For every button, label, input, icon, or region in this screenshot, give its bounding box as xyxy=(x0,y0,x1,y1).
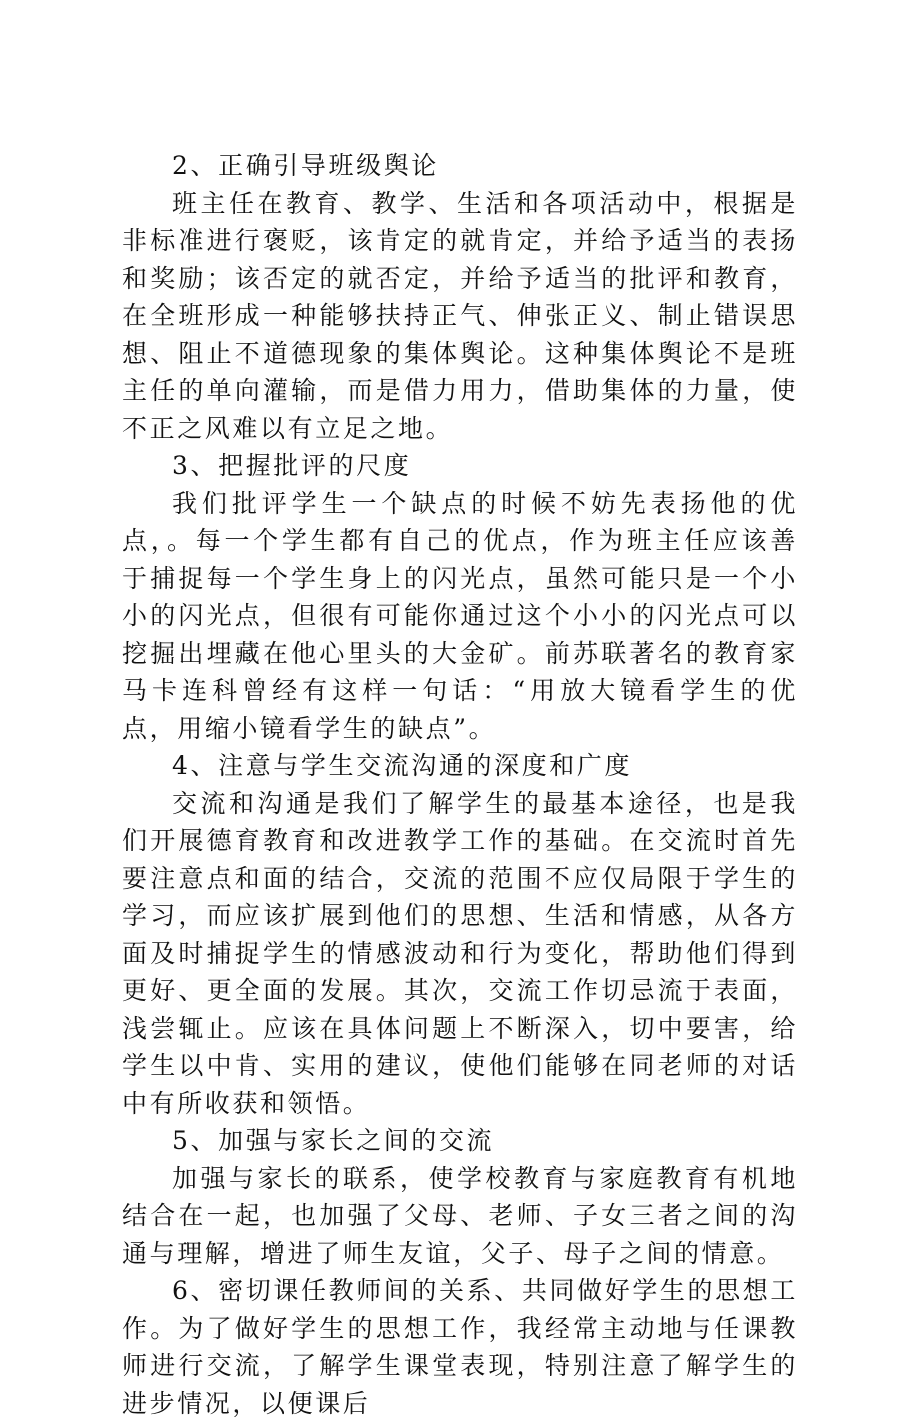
section-heading-5: 5、加强与家长之间的交流 xyxy=(172,1126,495,1155)
paragraph-criticism: 我们批评学生一个缺点的时候不妨先表扬他的优点，。每一个学生都有自己的优点，作为班主任应该善于捕捉每一个学生身上的闪光点，虽然可能只是一个小小的闪光点，但很有可能你通过这个小小的闪光点可以挖掘出埋藏在他心里头的大金矿。前苏联著名的教育家马卡连科曾经有这样一句话：“用放大镜看学生的优点，用缩小镜看学生的缺点”。 xyxy=(122,488,798,743)
section-heading-3: 3、把握批评的尺度 xyxy=(172,451,412,480)
section-heading-2: 2、正确引导班级舆论 xyxy=(172,151,439,180)
paragraph-parents: 加强与家长的联系，使学校教育与家庭教育有机地结合在一起，也加强了父母、老师、子女三者之间的沟通与理解，增进了师生友谊，父子、母子之间的情意。 xyxy=(122,1163,798,1268)
paragraph-communication: 交流和沟通是我们了解学生的最基本途径，也是我们开展德育教育和改进教学工作的基础。在交流时首先要注意点和面的结合，交流的范围不应仅局限于学生的学习，而应该扩展到他们的思想、生活和情感，从各方面及时捕捉学生的情感波动和行为变化，帮助他们得到更好、更全面的发展。其次，交流工作切忌流于表面，浅尝辄止。应该在具体问题上不断深入，切中要害，给学生以中肯、实用的建议，使他们能够在同老师的对话中有所收获和领悟。 xyxy=(122,788,798,1118)
paragraph-public-opinion: 班主任在教育、教学、生活和各项活动中，根据是非标准进行褒贬，该肯定的就肯定，并给予适当的表扬和奖励；该否定的就否定，并给予适当的批评和教育，在全班形成一种能够扶持正气、伸张正义、制止错误思想、阻止不道德现象的集体舆论。这种集体舆论不是班主任的单向灌输，而是借力用力，借助集体的力量，使不正之风难以有立足之地。 xyxy=(122,188,798,443)
section-heading-4: 4、注意与学生交流沟通的深度和广度 xyxy=(172,751,633,780)
paragraph-teachers: 6、密切课任教师间的关系、共同做好学生的思想工作。为了做好学生的思想工作，我经常主动地与任课教师进行交流，了解学生课堂表现，特别注意了解学生的进步情况，以便课后 xyxy=(122,1276,798,1418)
document-body xyxy=(122,147,798,1422)
